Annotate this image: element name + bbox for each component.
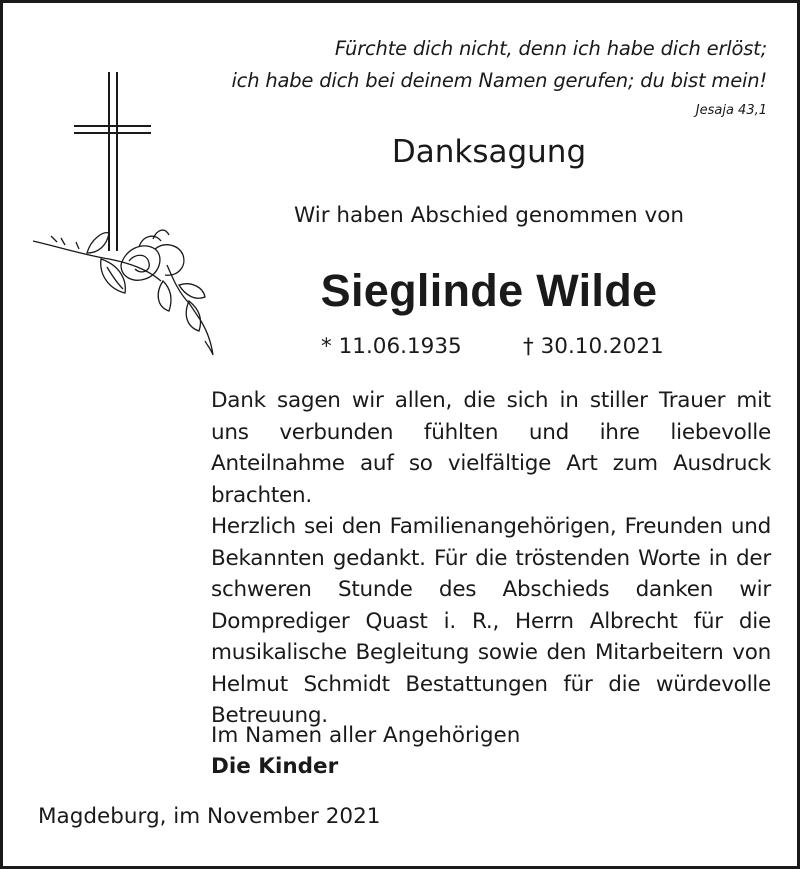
thank-you-paragraph-1: Dank sagen wir allen, die sich in stiller Trauer mit uns verbunden fühlten und ihre liebevolle Anteilnahme auf so vielfältige Art zum Ausdruck brachten.: [211, 388, 771, 508]
signature: [211, 720, 520, 782]
death-date: † 30.10.2021: [523, 334, 664, 359]
thank-you-paragraph-2: Herzlich sei den Familienangehörigen, Freunden und Bekannten gedankt. Für die tröstenden Worte in der schweren Stunde des Abschieds danken wir Domprediger Quast i. R., Herrn Albrecht für die musikalische Begleitung sowie den Mitarbeitern von Helmut Schmidt Bestattungen für die würdevolle Betreuung.: [211, 514, 771, 728]
deceased-name: Sieglinde Wilde: [320, 265, 658, 316]
place-and-date: Magdeburg, im November 2021: [38, 804, 381, 829]
birth-date: * 11.06.1935: [321, 334, 462, 359]
cross-and-rose-illustration: [29, 69, 229, 364]
heading: Danksagung: [391, 134, 587, 170]
thank-you-text: [211, 385, 771, 732]
intro-text: Wir haben Abschied genommen von: [294, 203, 684, 228]
verse-line-1: Fürchte dich nicht, denn ich habe dich erlöst;: [334, 37, 767, 60]
cross-icon: [74, 72, 151, 251]
signature-family: Die Kinder: [211, 754, 339, 779]
signature-line: Im Namen aller Angehörigen: [211, 723, 521, 748]
verse-reference: Jesaja 43,1: [695, 103, 767, 118]
life-dates: [3, 334, 800, 364]
bible-verse: [231, 33, 767, 97]
verse-line-2: ich habe dich bei deinem Namen gerufen; du bist mein!: [231, 69, 767, 92]
